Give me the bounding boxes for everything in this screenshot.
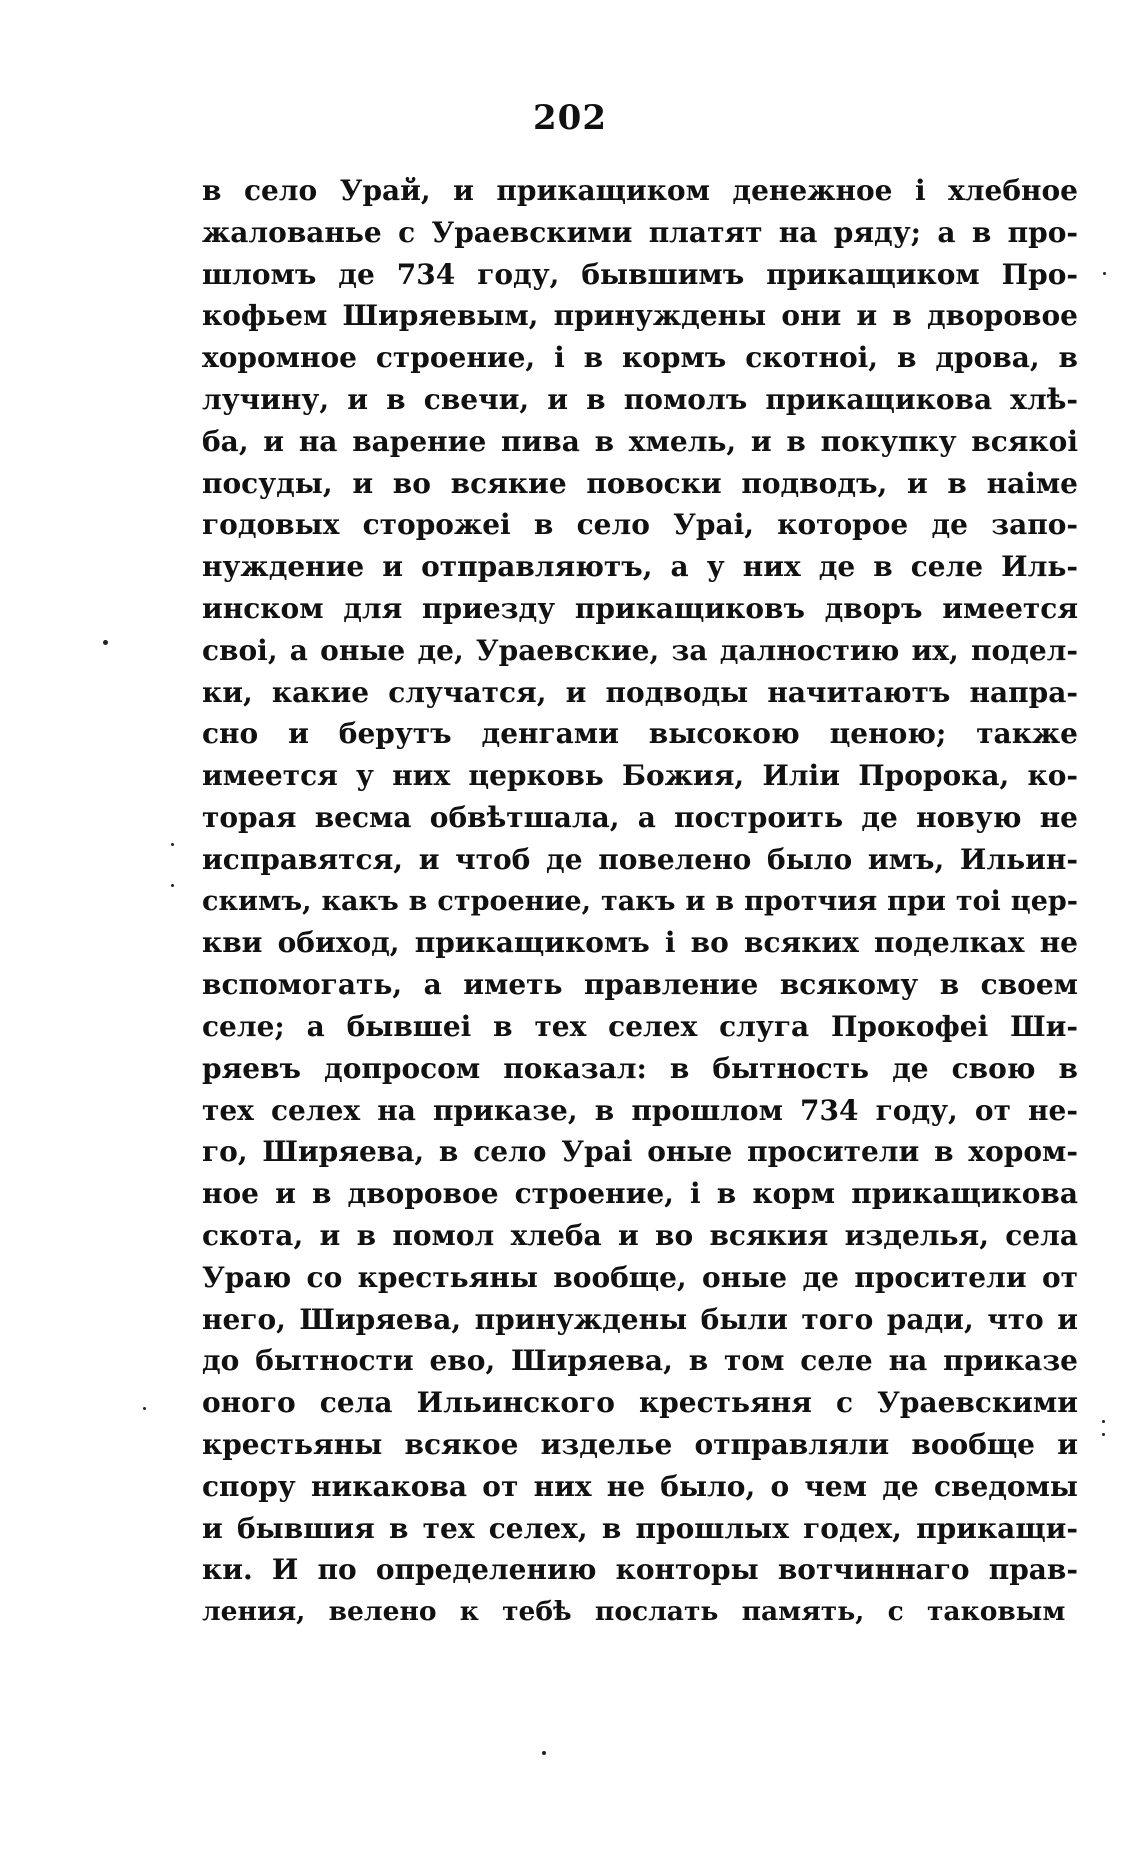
text-line: в село Урай, и прикащиком денежное і хлебное: [202, 174, 1078, 207]
text-line: спору никакова от них не было, о чем де сведомы: [202, 1469, 1078, 1503]
text-line: шломъ де 734 году, бывшимъ прикащиком Про-: [202, 257, 1078, 291]
text-line: своі, а оные де, Ураевские, за далностию их, подел-: [202, 633, 1078, 667]
text-line: инском для приезду прикащиковъ дворъ имеется: [202, 591, 1078, 625]
text-line: ряевъ допросом показал: в бытность де свою в: [202, 1051, 1078, 1085]
text-line: лучину, и в свечи, и в помолъ прикащикова хлѣ-: [202, 382, 1078, 416]
text-line: годовых сторожеі в село Ураі, которое де запо-: [202, 508, 1078, 542]
scan-speck: [1103, 272, 1106, 275]
text-line: крестьяны всякое изделье отправляли вообще и: [202, 1427, 1078, 1461]
text-line: ки, какие случатся, и подводы начитаютъ напра-: [202, 675, 1078, 709]
text-line: вспомогать, а иметь правление всякому в своем: [202, 968, 1078, 1002]
scan-speck: [171, 843, 174, 846]
text-line: го, Ширяева, в село Ураі оные просители в хором-: [202, 1135, 1078, 1169]
scan-speck: [143, 1407, 146, 1410]
text-line: и бывшия в тех селех, в прошлых годех, прикащи-: [202, 1511, 1078, 1545]
text-line: кви обиход, прикащикомъ і во всяких поделках не: [202, 926, 1078, 960]
text-line: жалованье с Ураевскими платят на ряду; а в про-: [202, 215, 1078, 249]
text-line: скимъ, какъ в строение, такъ и в протчия при тоі цер-: [202, 885, 1078, 917]
text-line: нуждение и отправляютъ, а у них де в селе Иль-: [202, 550, 1078, 584]
text-line: до бытности ево, Ширяева, в том селе на приказе: [202, 1344, 1078, 1378]
text-line: хоромное строение, і в кормъ скотноі, в дрова, в: [202, 341, 1078, 375]
text-line: имеется у них церковь Божия, Иліи Пророка, ко-: [202, 759, 1078, 793]
text-line: тех селех на приказе, в прошлом 734 году, от не-: [202, 1093, 1078, 1127]
scan-speck: [171, 884, 174, 887]
text-line: посуды, и во всякие повоски подводъ, и в наіме: [202, 466, 1078, 500]
scan-speck: [542, 1751, 546, 1755]
scan-speck: [1102, 1433, 1105, 1436]
scan-speck: [1102, 1420, 1105, 1423]
text-line: сно и берутъ денгами высокою ценою; также: [202, 717, 1078, 751]
page-number: 202: [533, 98, 607, 138]
scan-speck: [103, 640, 108, 645]
text-line: Ураю со крестьяны вообще, оные де просители от: [202, 1260, 1078, 1294]
body-text: [202, 170, 1078, 1633]
text-line: него, Ширяева, принуждены были того ради, что и: [202, 1302, 1078, 1336]
text-line: исправятся, и чтоб де повелено было имъ, Ильин-: [202, 842, 1078, 876]
text-line: ное и в дворовое строение, і в корм прикащикова: [202, 1177, 1078, 1211]
text-line: оного села Ильинского крестьяня с Ураевскими: [202, 1386, 1078, 1420]
text-line: ки. И по определению конторы вотчиннаго прав-: [202, 1553, 1078, 1587]
text-line: скота, и в помол хлеба и во всякия изделья, села: [202, 1218, 1078, 1252]
text-line: селе; а бывшеі в тех селех слуга Прокофеі Ши-: [202, 1009, 1078, 1043]
text-line: ба, и на варение пива в хмель, и в покупку всякоі: [202, 424, 1078, 458]
text-line: кофьем Ширяевым, принуждены они и в дворовое: [202, 299, 1078, 333]
text-line: ления, велено к тебѣ послать память, с таковым: [202, 1596, 1066, 1628]
text-line: торая весма обвѣтшала, а построить де новую не: [202, 800, 1078, 834]
